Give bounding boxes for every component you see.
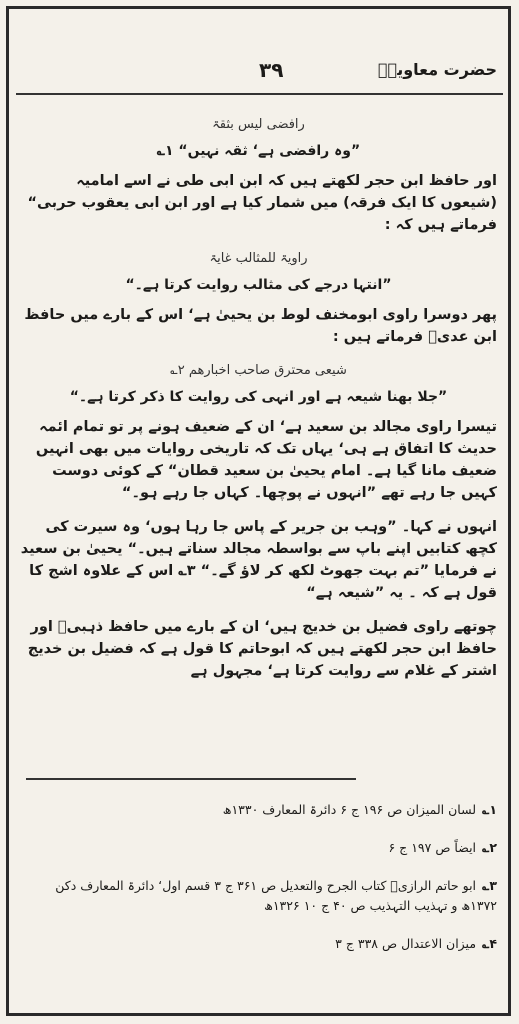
footnote-rule (26, 778, 356, 780)
footnote-text: لسان المیزان ص ۱۹۶ ج ۶ دائرۃ المعارف ۱۳۳۰ھ (222, 802, 477, 817)
paragraph-3: تیسرا راوی مجالد بن سعید ہے‘ ان کے ضعیف ہونے پر تو تمام ائمہ حدیث کا اتفاق ہے ہی‘ یہاں تک کہ تاریخی روایات میں بھی انہیں ضعیف مانا گیا ہے۔ امام یحییٰ بن سعید قطان“ کے کوئی دوست کہیں جا رہے تھے ”انہوں نے پوچھا۔ کہاں جا رہے ہو۔“ (35, 419, 497, 501)
paragraph-2: پھر دوسرا راوی ابومخنف لوط بن یحییٰ ہے‘ اس کے بارے میں حافظ ابن عدیؒ فرماتے ہیں : (24, 307, 497, 345)
paragraph-5: چوتھے راوی فضیل بن خدیج ہیں‘ ان کے بارے میں حافظ ذہبیؒ اور حافظ ابن حجر لکھتے ہیں کہ ابوحاتم کا قول ہے کہ فضیل بن خدیج اشتر کے غلام سے روایت کرتا ہے‘ مجہول ہے (27, 619, 497, 679)
running-title: حضرت معاویہؓ (378, 60, 497, 79)
arabic-citation-1: رافضی لیس بثقۃ (212, 117, 305, 132)
footnote-mark: ۱؎ (482, 802, 497, 817)
arabic-citation-3: شیعی محترق صاحب اخبارھم ۲؎ (170, 363, 347, 378)
footnote-4 (20, 934, 497, 954)
footnotes (20, 800, 497, 972)
footnote-text: ایضاً ص ۱۹۷ ج ۶ (388, 840, 477, 855)
footnote-mark: ۳؎ (482, 878, 497, 893)
page-number: ۳۹ (259, 58, 284, 82)
footnote-text: میزان الاعتدال ص ۳۳۸ ج ۳ (335, 936, 477, 951)
quote-2: ”انتہا درجے کی مثالب روایت کرتا ہے۔“ (125, 277, 392, 293)
page-header (16, 50, 503, 90)
arabic-citation-2: راویۃ للمثالب غایۃ (209, 251, 308, 266)
footnote-text: ابو حاتم الرازیؒ کتاب الجرح والتعدیل ص ۳۶۱ ج ۳ قسم اول‘ دائرۃ المعارف دکن ۱۳۷۲ھ و تہذیب التہذیب ص ۴۰ ج ۱۰ ۱۳۲۶ھ (55, 878, 497, 913)
footnote-mark: ۲؎ (482, 840, 497, 855)
quote-1: ”وہ رافضی ہے‘ ثقہ نہیں“ ۱؎ (156, 143, 361, 159)
paragraph-4: انہوں نے کہا۔ ”وہب بن جریر کے پاس جا رہا ہوں‘ وہ سیرت کی کچھ کتابیں اپنے باپ سے بواسطہ مجالد سناتے ہیں۔“ یحییٰ بن سعید نے فرمایا ”تم بہت جھوٹ لکھ کر لاؤ گے۔“ ۳؎ اس کے علاوہ اشج کا قول ہے کہ ۔ یہ ”شیعہ ہے“ (20, 519, 497, 601)
header-rule (16, 93, 503, 95)
quote-3: ”جلا بھنا شیعہ ہے اور انہی کی روایت کا ذکر کرتا ہے۔“ (69, 389, 448, 405)
paragraph-1: اور حافظ ابن حجر لکھتے ہیں کہ ابن ابی طی نے اسے امامیہ (شیعوں کا ایک فرقہ) میں شمار کیا ہے اور ابن ابی یعقوب حربی“ فرماتے ہیں کہ : (27, 173, 497, 233)
footnote-3 (20, 876, 497, 916)
main-text (20, 110, 497, 694)
footnote-2 (20, 838, 497, 858)
footnote-1 (20, 800, 497, 820)
footnote-mark: ۴؎ (482, 936, 497, 951)
